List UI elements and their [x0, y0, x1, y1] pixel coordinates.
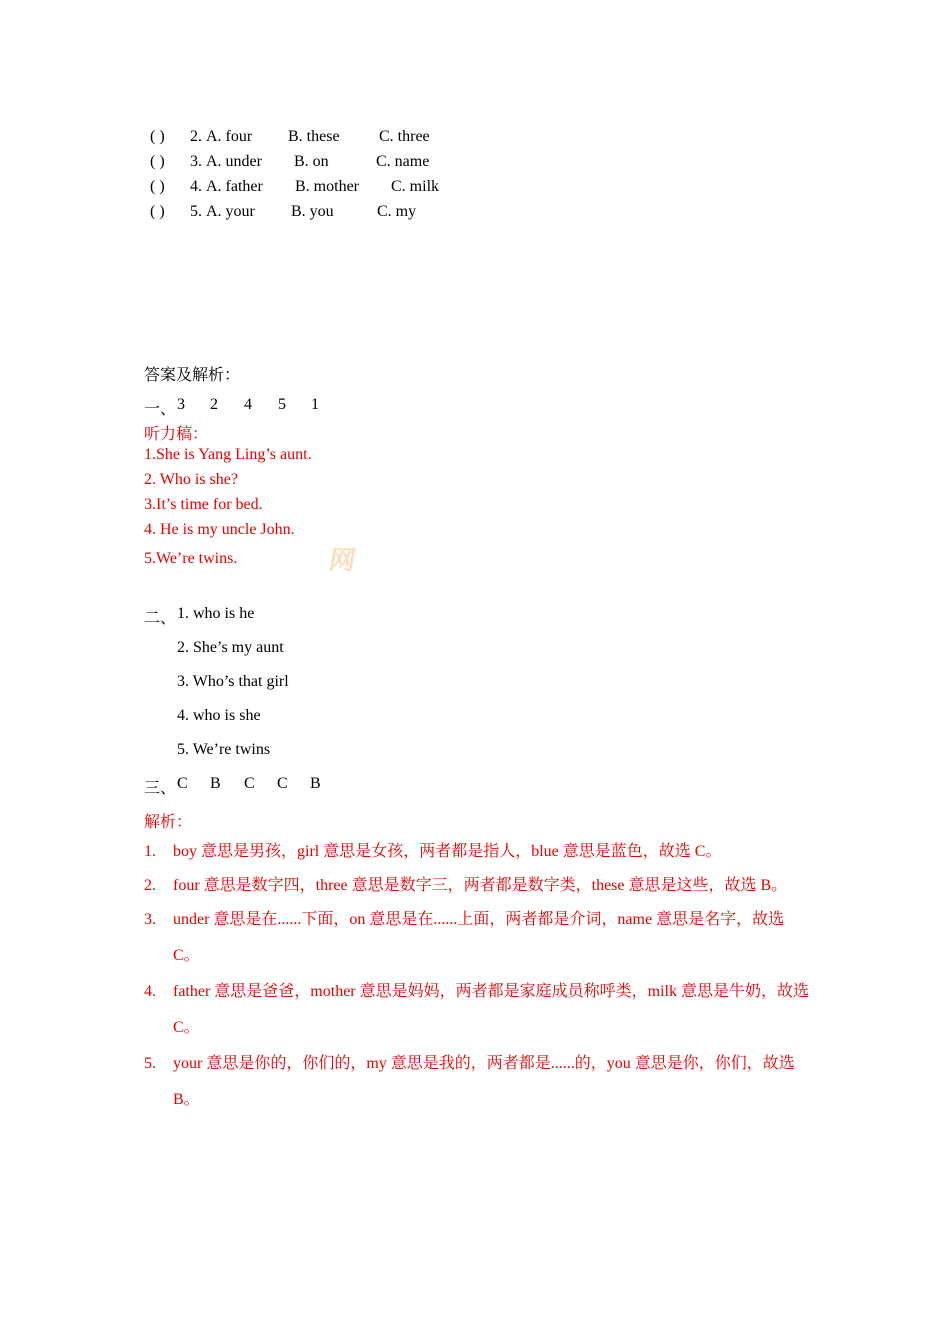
watermark-text: 网: [326, 546, 358, 575]
section-2-line: 2. She’s my aunt: [177, 639, 284, 656]
question-number: 4.: [190, 178, 202, 195]
answer: 3: [177, 396, 185, 413]
option-b: B. mother: [295, 178, 359, 195]
listening-line: 5.We’re twins.: [144, 550, 238, 567]
option-b: B. these: [288, 128, 340, 145]
option-a: A. father: [206, 178, 263, 195]
section-2-line: 1. who is he: [177, 605, 255, 622]
listening-line: 3.It’s time for bed.: [144, 496, 263, 513]
listening-line: 4. He is my uncle John.: [144, 521, 295, 538]
question-number: 3.: [190, 153, 202, 170]
section-2-line: 3. Who’s that girl: [177, 673, 289, 690]
section-label: 三、: [144, 780, 177, 797]
section-2-label: 二、: [144, 610, 177, 627]
analysis-item: [144, 974, 814, 1046]
analysis-text: boy 意思是男孩，girl 意思是女孩，两者都是指人，blue 意思是蓝色，故选 C。: [173, 843, 722, 860]
analysis-text: father 意思是爸爸，mother 意思是妈妈，两者都是家庭成员称呼类，milk 意思是牛奶，故选 C。: [173, 983, 809, 1036]
analysis-item: [144, 868, 814, 904]
option-b: B. on: [294, 153, 329, 170]
option-c: C. name: [376, 153, 430, 170]
analysis-title: 解析：: [144, 814, 193, 831]
section-2-line: 5. We’re twins: [177, 741, 271, 758]
option-c: C. milk: [391, 178, 440, 195]
watermark-logo: [327, 540, 428, 574]
analysis-number: 5.: [144, 1055, 156, 1072]
answer-paren: ( ): [150, 203, 165, 220]
answer: B: [310, 775, 321, 792]
answers-title: 答案及解析：: [144, 367, 241, 384]
listening-line: 2. Who is she?: [144, 471, 238, 488]
analysis-number: 2.: [144, 877, 156, 894]
answer-paren: ( ): [150, 178, 165, 195]
answer: 2: [210, 396, 218, 413]
answer: C: [177, 775, 188, 792]
answer-paren: ( ): [150, 153, 165, 170]
analysis-text: your 意思是你的，你们的，my 意思是我的，两者都是......的，you 意思是你，你们，故选 B。: [173, 1055, 795, 1108]
answer: 1: [311, 396, 319, 413]
section-2-line: 4. who is she: [177, 707, 261, 724]
option-a: A. four: [206, 128, 253, 145]
option-c: C. three: [379, 128, 430, 145]
listening-line: 1.She is Yang Ling’s aunt.: [144, 446, 312, 463]
analysis-item: [144, 834, 814, 870]
analysis-text: four 意思是数字四，three 意思是数字三，两者都是数字类，these 意思是这些，故选 B。: [173, 877, 788, 894]
analysis-number: 4.: [144, 983, 156, 1000]
listening-title: 听力稿：: [144, 426, 209, 443]
question-number: 2.: [190, 128, 202, 145]
analysis-number: 1.: [144, 843, 156, 860]
answer-paren: ( ): [150, 128, 165, 145]
analysis-number: 3.: [144, 911, 156, 928]
section-label: 一、: [144, 401, 177, 418]
option-a: A. your: [206, 203, 255, 220]
option-b: B. you: [291, 203, 334, 220]
analysis-item: [144, 902, 814, 974]
analysis-item: [144, 1046, 814, 1118]
option-c: C. my: [377, 203, 417, 220]
answer: C: [244, 775, 255, 792]
analysis-text: under 意思是在......下面，on 意思是在......上面，两者都是介词，name 意思是名字，故选 C。: [173, 911, 785, 964]
option-a: A. under: [206, 153, 262, 170]
question-number: 5.: [190, 203, 202, 220]
section-3-answers: [144, 775, 321, 798]
answer: 4: [244, 396, 252, 413]
answer: 5: [278, 396, 286, 413]
answer: C: [277, 775, 288, 792]
section-1-answers: [144, 396, 319, 419]
answer: B: [210, 775, 221, 792]
